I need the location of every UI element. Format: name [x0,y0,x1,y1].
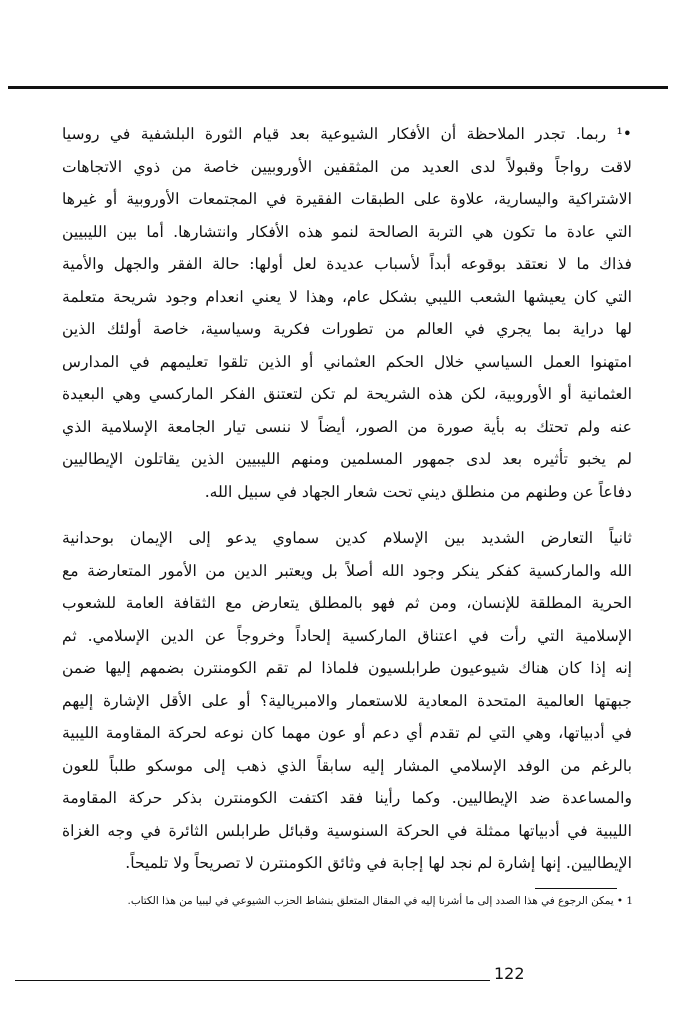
text-line: فذاك ما لا نعتقد بوقوعه أبداً لأسباب عديدة لعل أولها: حالة الفقر والجهل والأمية [62,255,632,273]
text-line: جبهتها العالمية المتحدة المعادية للاستعمار والامبريالية؟ أو على الأقل الإشارة إليهم [62,691,632,710]
text-line: لم يخبو تأثيره بعد لدى جمهور المسلمين ومنهم الليبيين الذين يقاتلون الإيطاليين [62,450,632,468]
text-line: ثانياً التعارض الشديد بين الإسلام كدين سماوي يدعو إلى الإيمان بوحدانية [62,529,632,547]
text-line: بالرغم من الوفد الإسلامي المشار إليه سابقاً الذي ذهب إلى موسكو طلباً للعون [62,756,632,775]
text-line: إنه إذا كان هناك شيوعيون طرابلسيون فلماذا لم تقم الكومنترن بضمهم إليها ضمن [62,659,632,677]
paragraph-1 [62,118,632,508]
text-line: عنه ولم تحتك به بأية صورة من الصور، أيضاً لا ننسى تيار الجامعة الإسلامية الذي [62,417,632,436]
text-line: دفاعاً عن وطنهم من منطلق ديني تحت شعار الجهاد في سبيل الله. [204,482,632,501]
footer-rule [15,980,490,981]
text-line: الإسلامية التي رأت في اعتناق الماركسية إلحاداً وخروجاً عن الدين الإسلامي. ثم [62,626,632,645]
text-line: التي عادة ما تكون هي التربة الصالحة لنمو هذه الأفكار وانتشارها. أما بين الليبيين [62,222,632,241]
text-line: الإيطاليين. إنها إشارة لم نجد لها إجابة في وثائق الكومنترن لا تصريحاً ولا تلميحاً. [125,854,632,872]
text-line: الاشتراكية واليسارية، علاوة على الطبقات الفقيرة في المجتمعات الأوروبية أو غيرها [62,190,632,208]
text-line: لاقت رواجاً وقبولاً لدى العديد من المثقفين الأوروبيين خاصة من ذوي الاتجاهات [62,157,632,176]
header-rule [8,86,668,89]
footnote-separator [535,888,617,889]
text-line: الليبية في أدبياتها ممثلة في الحركة السنوسية وقبائل طرابلس الثائرة في وجه الغزاة [62,821,632,840]
text-line: والمساعدة ضد الإيطاليين. وكما رأينا فقد اكتفت الكومنترن بذكر حركة المقاومة [62,789,632,807]
page-number: 122 [494,964,525,983]
footnote: 1 • يمكن الرجوع في هذا الصدد إلى ما أشرنا إليه في المقال المتعلق بنشاط الحزب الشيوعي في ليبيا من هذا الكتاب. [127,895,633,907]
paragraph-2 [62,522,632,880]
text-line: التي كان يعيشها الشعب الليبي بشكل عام، وهذا لا يعني انعدام وجود شريحة متعلمة [62,287,632,306]
text-line: •¹ ربما. تجدر الملاحظة أن الأفكار الشيوعية بعد قيام الثورة البلشفية في روسيا [62,125,632,143]
text-line: الله والماركسية كفكر ينكر وجود الله أصلاً بل ويعتبر الدين من الأمور المتعارضة مع [62,561,632,580]
text-line: لها دراية بما يجري في العالم من تطورات فكرية وسياسية، خاصة أولئك الذين [62,320,632,338]
text-line: العثمانية أو الأوروبية، لكن هذه الشريحة لم تكن لتعتنق الفكر الماركسي وهي البعيدة [62,385,632,403]
text-line: في أدبياتها، وهي التي لم تقدم أي دعم أو عون مهما كان نوعه لحركة المقاومة الليبية [62,724,632,742]
text-line: الحرية المطلقة للإنسان، ومن ثم فهو بالمطلق يتعارض مع الثقافة العامة للشعوب [62,594,632,612]
text-line: امتهنوا العمل السياسي خلال الحكم العثماني أو الذين تلقوا تعليمهم في المدارس [62,352,632,371]
body-text [62,118,632,880]
